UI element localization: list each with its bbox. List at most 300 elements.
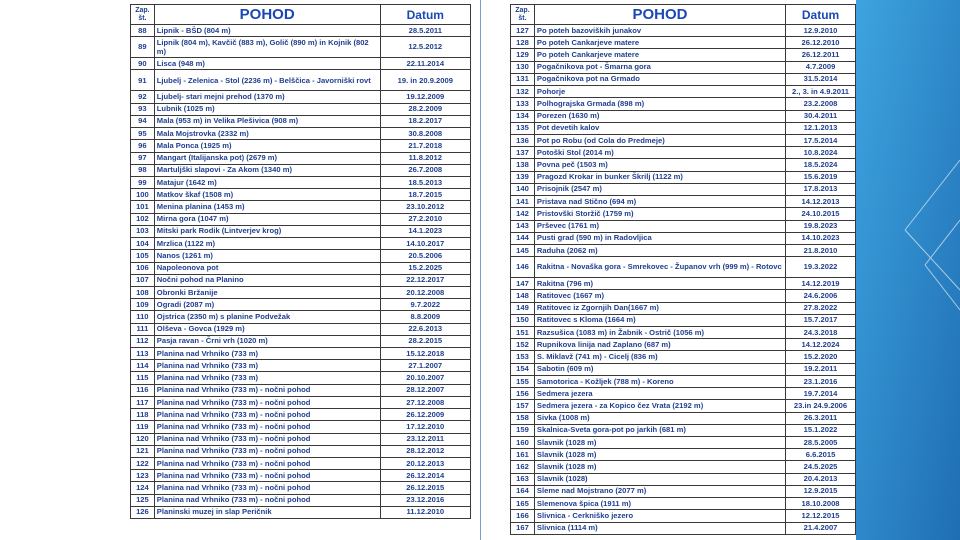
table-row	[511, 257, 856, 278]
row-datum: 15.2.2025	[380, 262, 470, 274]
row-datum: 27.2.2010	[380, 213, 470, 225]
row-datum: 26.3.2011	[786, 412, 856, 424]
row-pohod: Ratitovec (1667 m)	[534, 290, 785, 302]
row-datum: 28.2.2009	[380, 103, 470, 115]
table-row	[511, 110, 856, 122]
row-number: 110	[131, 311, 155, 323]
table-row	[131, 274, 471, 286]
table-row	[511, 73, 856, 85]
row-datum: 26.12.2014	[380, 470, 470, 482]
row-number: 164	[511, 485, 535, 497]
row-number: 121	[131, 445, 155, 457]
table-row	[131, 128, 471, 140]
table-row	[511, 510, 856, 522]
row-pohod: Slavnik (1028 m)	[534, 449, 785, 461]
table-row	[511, 171, 856, 183]
row-pohod: Sleme nad Mojstrano (2077 m)	[534, 485, 785, 497]
row-number: 119	[131, 421, 155, 433]
row-datum: 11.8.2012	[380, 152, 470, 164]
row-datum: 26.7.2008	[380, 164, 470, 176]
row-datum: 20.5.2006	[380, 250, 470, 262]
table-row	[131, 299, 471, 311]
table-row	[131, 396, 471, 408]
row-pohod: Po poteh bazoviških junakov	[534, 25, 785, 37]
row-number: 163	[511, 473, 535, 485]
row-pohod: Ojstrica (2350 m) s planine Podvežak	[154, 311, 380, 323]
row-number: 166	[511, 510, 535, 522]
row-datum: 24.5.2025	[786, 461, 856, 473]
table-row	[511, 61, 856, 73]
table-row	[511, 473, 856, 485]
row-datum: 18.2.2017	[380, 115, 470, 127]
row-number: 145	[511, 244, 535, 256]
row-number: 136	[511, 134, 535, 146]
table-row	[131, 482, 471, 494]
table-row	[131, 225, 471, 237]
row-pohod: Mitski park Rodik (Lintverjev krog)	[154, 225, 380, 237]
row-datum: 6.6.2015	[786, 449, 856, 461]
column-header-datum: Datum	[380, 5, 470, 25]
table-row	[511, 37, 856, 49]
table-row	[511, 498, 856, 510]
right-table-panel	[480, 0, 856, 540]
table-row	[511, 485, 856, 497]
row-pohod: Samotorica - Kožljek (788 m) - Koreno	[534, 375, 785, 387]
column-header-pohod: POHOD	[534, 5, 785, 25]
table-row	[511, 400, 856, 412]
table-row	[131, 445, 471, 457]
table-row	[511, 122, 856, 134]
table-row	[131, 409, 471, 421]
row-pohod: Sedmera jezera - za Kopico čez Vrata (2192 m)	[534, 400, 785, 412]
row-number: 100	[131, 189, 155, 201]
row-number: 139	[511, 171, 535, 183]
row-datum: 19.12.2009	[380, 91, 470, 103]
row-number: 157	[511, 400, 535, 412]
row-number: 143	[511, 220, 535, 232]
row-datum: 28.5.2011	[380, 25, 470, 37]
row-pohod: Planina nad Vrhniko (733 m) - nočni pohod	[154, 458, 380, 470]
row-number: 151	[511, 327, 535, 339]
row-datum: 28.2.2015	[380, 335, 470, 347]
row-pohod: Planina nad Vrhniko (733 m)	[154, 372, 380, 384]
row-pohod: Lipnik - BŠD (804 m)	[154, 25, 380, 37]
row-datum: 18.5.2013	[380, 176, 470, 188]
table-body-left	[131, 25, 471, 519]
row-pohod: Slavnik (1028)	[534, 473, 785, 485]
row-datum: 19.3.2022	[786, 257, 856, 278]
row-datum: 20.10.2007	[380, 372, 470, 384]
row-number: 165	[511, 498, 535, 510]
table-row	[511, 302, 856, 314]
row-number: 101	[131, 201, 155, 213]
row-datum: 17.12.2010	[380, 421, 470, 433]
row-pohod: Planina nad Vrhniko (733 m) - nočni pohod	[154, 433, 380, 445]
row-number: 167	[511, 522, 535, 534]
row-pohod: Lisca (948 m)	[154, 58, 380, 70]
row-pohod: Rakitna (796 m)	[534, 278, 785, 290]
table-row	[511, 278, 856, 290]
row-pohod: Slivnica (1114 m)	[534, 522, 785, 534]
table-row	[511, 449, 856, 461]
row-datum: 28.12.2007	[380, 384, 470, 396]
row-number: 111	[131, 323, 155, 335]
row-number: 135	[511, 122, 535, 134]
row-datum: 14.12.2019	[786, 278, 856, 290]
row-number: 92	[131, 91, 155, 103]
row-datum: 17.5.2014	[786, 134, 856, 146]
row-number: 95	[131, 128, 155, 140]
row-datum: 14.12.2013	[786, 196, 856, 208]
row-datum: 22.6.2013	[380, 323, 470, 335]
row-datum: 18.10.2008	[786, 498, 856, 510]
row-number: 122	[131, 458, 155, 470]
table-row	[131, 140, 471, 152]
table-row	[131, 470, 471, 482]
row-pohod: Porezen (1630 m)	[534, 110, 785, 122]
row-datum: 20.4.2013	[786, 473, 856, 485]
table-row	[511, 25, 856, 37]
table-row	[511, 159, 856, 171]
row-datum: 15.1.2022	[786, 424, 856, 436]
row-number: 152	[511, 339, 535, 351]
table-row	[511, 196, 856, 208]
row-pohod: Planina nad Vrhniko (733 m)	[154, 348, 380, 360]
row-number: 88	[131, 25, 155, 37]
table-row	[131, 115, 471, 127]
row-number: 127	[511, 25, 535, 37]
row-pohod: Slavnik (1028 m)	[534, 461, 785, 473]
row-datum: 27.12.2008	[380, 396, 470, 408]
table-row	[131, 286, 471, 298]
table-row	[131, 262, 471, 274]
table-row	[511, 363, 856, 375]
row-datum: 18.7.2015	[380, 189, 470, 201]
row-number: 160	[511, 437, 535, 449]
table-row	[511, 375, 856, 387]
table-row	[511, 522, 856, 534]
row-number: 93	[131, 103, 155, 115]
row-number: 128	[511, 37, 535, 49]
row-datum: 23.10.2012	[380, 201, 470, 213]
row-number: 107	[131, 274, 155, 286]
row-datum: 23.12.2016	[380, 494, 470, 506]
row-pohod: Ljubelj- stari mejni prehod (1370 m)	[154, 91, 380, 103]
table-row	[511, 183, 856, 195]
row-datum: 15.2.2020	[786, 351, 856, 363]
row-datum: 27.1.2007	[380, 360, 470, 372]
row-pohod: Pogačnikova pot na Grmado	[534, 73, 785, 85]
table-row	[511, 147, 856, 159]
row-datum: 23.12.2011	[380, 433, 470, 445]
row-datum: 14.12.2024	[786, 339, 856, 351]
row-pohod: Prisojnik (2547 m)	[534, 183, 785, 195]
table-row	[131, 213, 471, 225]
row-datum: 19.8.2023	[786, 220, 856, 232]
row-datum: 22.11.2014	[380, 58, 470, 70]
left-table-panel	[102, 0, 471, 540]
table-row	[131, 201, 471, 213]
row-datum: 12.9.2010	[786, 25, 856, 37]
row-number: 109	[131, 299, 155, 311]
table-row	[511, 244, 856, 256]
row-datum: 26.12.2010	[786, 37, 856, 49]
row-number: 140	[511, 183, 535, 195]
row-number: 96	[131, 140, 155, 152]
row-pohod: Potoški Stol (2014 m)	[534, 147, 785, 159]
row-datum: 24.10.2015	[786, 208, 856, 220]
row-pohod: Mala (953 m) in Velika Plešivica (908 m)	[154, 115, 380, 127]
row-datum: 18.5.2024	[786, 159, 856, 171]
row-pohod: Sabotin (609 m)	[534, 363, 785, 375]
row-datum: 26.12.2009	[380, 409, 470, 421]
row-number: 126	[131, 506, 155, 518]
table-row	[131, 37, 471, 58]
row-number: 150	[511, 314, 535, 326]
table-row	[131, 311, 471, 323]
row-number: 134	[511, 110, 535, 122]
row-datum: 24.3.2018	[786, 327, 856, 339]
row-pohod: Nočni pohod na Planino	[154, 274, 380, 286]
row-number: 141	[511, 196, 535, 208]
row-datum: 8.8.2009	[380, 311, 470, 323]
row-pohod: Sedmera jezera	[534, 388, 785, 400]
row-datum: 21.8.2010	[786, 244, 856, 256]
row-pohod: Slivnica - Cerkniško jezero	[534, 510, 785, 522]
table-row	[511, 388, 856, 400]
row-datum: 11.12.2010	[380, 506, 470, 518]
row-pohod: Po poteh Cankarjeve matere	[534, 49, 785, 61]
table-row	[511, 134, 856, 146]
table-row	[131, 164, 471, 176]
row-datum: 12.1.2013	[786, 122, 856, 134]
row-pohod: Menina planina (1453 m)	[154, 201, 380, 213]
table-row	[511, 424, 856, 436]
hikes-table-left	[130, 4, 471, 519]
row-number: 137	[511, 147, 535, 159]
row-datum: 2., 3. in 4.9.2011	[786, 86, 856, 98]
row-pohod: Pasja ravan - Črni vrh (1020 m)	[154, 335, 380, 347]
row-pohod: Sivka (1008 m)	[534, 412, 785, 424]
row-pohod: Pristovški Storžič (1759 m)	[534, 208, 785, 220]
row-number: 94	[131, 115, 155, 127]
row-datum: 26.12.2015	[380, 482, 470, 494]
row-pohod: Olševa - Govca (1929 m)	[154, 323, 380, 335]
row-number: 147	[511, 278, 535, 290]
row-datum: 20.12.2008	[380, 286, 470, 298]
row-number: 98	[131, 164, 155, 176]
row-datum: 28.12.2012	[380, 445, 470, 457]
row-datum: 23.1.2016	[786, 375, 856, 387]
table-row	[131, 335, 471, 347]
row-pohod: Matajur (1642 m)	[154, 176, 380, 188]
row-datum: 15.12.2018	[380, 348, 470, 360]
table-row	[511, 208, 856, 220]
row-datum: 24.6.2006	[786, 290, 856, 302]
row-number: 162	[511, 461, 535, 473]
row-pohod: Pragozd Krokar in bunker Škrilj (1122 m)	[534, 171, 785, 183]
table-row	[511, 86, 856, 98]
column-header-number: Zap. št.	[131, 5, 155, 25]
table-row	[131, 372, 471, 384]
table-row	[511, 49, 856, 61]
row-datum: 12.9.2015	[786, 485, 856, 497]
row-pohod: Po poteh Cankarjeve matere	[534, 37, 785, 49]
table-row	[511, 290, 856, 302]
row-number: 97	[131, 152, 155, 164]
row-number: 105	[131, 250, 155, 262]
table-row	[131, 25, 471, 37]
row-number: 158	[511, 412, 535, 424]
row-number: 125	[131, 494, 155, 506]
row-pohod: Planina nad Vrhniko (733 m) - nočni pohod	[154, 421, 380, 433]
row-pohod: Ogradi (2087 m)	[154, 299, 380, 311]
table-row	[131, 58, 471, 70]
row-pohod: Planina nad Vrhniko (733 m) - nočni pohod	[154, 470, 380, 482]
row-datum: 22.12.2017	[380, 274, 470, 286]
row-pohod: Planina nad Vrhniko (733 m) - nočni pohod	[154, 445, 380, 457]
row-datum: 21.7.2018	[380, 140, 470, 152]
row-datum: 9.7.2022	[380, 299, 470, 311]
row-pohod: Lubnik (1025 m)	[154, 103, 380, 115]
table-row	[131, 323, 471, 335]
table-row	[131, 152, 471, 164]
row-number: 117	[131, 396, 155, 408]
row-datum: 14.10.2023	[786, 232, 856, 244]
row-pohod: Mrzlica (1122 m)	[154, 238, 380, 250]
row-number: 103	[131, 225, 155, 237]
table-row	[511, 327, 856, 339]
row-pohod: Pusti grad (590 m) in Radovljica	[534, 232, 785, 244]
row-datum: 10.8.2024	[786, 147, 856, 159]
row-pohod: Pot po Robu (od Cola do Predmeje)	[534, 134, 785, 146]
table-row	[131, 189, 471, 201]
row-number: 102	[131, 213, 155, 225]
row-datum: 4.7.2009	[786, 61, 856, 73]
row-pohod: Planina nad Vrhniko (733 m) - nočni pohod	[154, 384, 380, 396]
row-number: 120	[131, 433, 155, 445]
table-row	[131, 250, 471, 262]
row-pohod: Planina nad Vrhniko (733 m)	[154, 360, 380, 372]
row-datum: 14.10.2017	[380, 238, 470, 250]
row-datum: 20.12.2013	[380, 458, 470, 470]
row-number: 130	[511, 61, 535, 73]
row-pohod: Skalnica-Sveta gora-pot po jarkih (681 m)	[534, 424, 785, 436]
column-header-pohod: POHOD	[154, 5, 380, 25]
row-number: 118	[131, 409, 155, 421]
table-row	[511, 314, 856, 326]
table-row	[131, 348, 471, 360]
column-header-datum: Datum	[786, 5, 856, 25]
table-row	[131, 506, 471, 518]
row-pohod: Mala Mojstrovka (2332 m)	[154, 128, 380, 140]
row-pohod: Matkov škaf (1508 m)	[154, 189, 380, 201]
row-number: 149	[511, 302, 535, 314]
row-datum: 26.12.2011	[786, 49, 856, 61]
row-datum: 12.12.2015	[786, 510, 856, 522]
row-pohod: Planinski muzej in slap Peričnik	[154, 506, 380, 518]
table-row	[511, 232, 856, 244]
table-row	[131, 238, 471, 250]
table-body-right	[511, 25, 856, 535]
row-number: 148	[511, 290, 535, 302]
row-pohod: Ratitovec iz Zgornjih Dan(1667 m)	[534, 302, 785, 314]
table-row	[511, 339, 856, 351]
table-row	[131, 458, 471, 470]
table-row	[511, 98, 856, 110]
row-datum: 12.5.2012	[380, 37, 470, 58]
row-pohod: Lipnik (804 m), Kavčič (883 m), Golič (890 m) in Kojnik (802 m)	[154, 37, 380, 58]
row-pohod: Polhograjska Grmada (898 m)	[534, 98, 785, 110]
row-number: 106	[131, 262, 155, 274]
row-number: 123	[131, 470, 155, 482]
row-datum: 19.2.2011	[786, 363, 856, 375]
row-pohod: Planina nad Vrhniko (733 m) - nočni pohod	[154, 396, 380, 408]
row-number: 89	[131, 37, 155, 58]
row-number: 131	[511, 73, 535, 85]
row-number: 99	[131, 176, 155, 188]
row-datum: 17.8.2013	[786, 183, 856, 195]
row-pohod: Rupnikova linija nad Zaplano (687 m)	[534, 339, 785, 351]
row-pohod: Razsušica (1083 m) in Žabnik - Ostrič (1056 m)	[534, 327, 785, 339]
row-pohod: Povna peč (1503 m)	[534, 159, 785, 171]
row-pohod: Planina nad Vrhniko (733 m) - nočni pohod	[154, 482, 380, 494]
table-row	[511, 220, 856, 232]
row-pohod: Slavnik (1028 m)	[534, 437, 785, 449]
row-number: 154	[511, 363, 535, 375]
row-datum: 19.7.2014	[786, 388, 856, 400]
row-number: 132	[511, 86, 535, 98]
row-pohod: Rakitna - Novaška gora - Smrekovec - Županov vrh (999 m) - Rotovc	[534, 257, 785, 278]
row-number: 108	[131, 286, 155, 298]
row-datum: 15.6.2019	[786, 171, 856, 183]
row-datum: 28.5.2005	[786, 437, 856, 449]
row-number: 124	[131, 482, 155, 494]
hikes-table-right	[510, 4, 856, 535]
row-pohod: S. Miklavž (741 m) - Cicelj (836 m)	[534, 351, 785, 363]
table-row	[511, 351, 856, 363]
row-number: 91	[131, 70, 155, 91]
row-pohod: Pogačnikova pot - Šmarna gora	[534, 61, 785, 73]
table-row	[131, 384, 471, 396]
row-datum: 14.1.2023	[380, 225, 470, 237]
table-row	[131, 433, 471, 445]
table-row	[131, 91, 471, 103]
table-row	[131, 360, 471, 372]
row-datum: 30.8.2008	[380, 128, 470, 140]
row-datum: 30.4.2011	[786, 110, 856, 122]
row-number: 153	[511, 351, 535, 363]
row-pohod: Mirna gora (1047 m)	[154, 213, 380, 225]
row-number: 138	[511, 159, 535, 171]
row-number: 159	[511, 424, 535, 436]
table-row	[131, 103, 471, 115]
row-number: 114	[131, 360, 155, 372]
row-number: 156	[511, 388, 535, 400]
row-pohod: Nanos (1261 m)	[154, 250, 380, 262]
row-pohod: Pot devetih kalov	[534, 122, 785, 134]
row-number: 115	[131, 372, 155, 384]
table-row	[511, 461, 856, 473]
row-number: 146	[511, 257, 535, 278]
row-number: 112	[131, 335, 155, 347]
row-pohod: Martuljški slapovi - Za Akom (1340 m)	[154, 164, 380, 176]
row-pohod: Obronki Bržanije	[154, 286, 380, 298]
row-number: 144	[511, 232, 535, 244]
table-row	[131, 421, 471, 433]
row-datum: 23.in 24.9.2006	[786, 400, 856, 412]
row-number: 155	[511, 375, 535, 387]
